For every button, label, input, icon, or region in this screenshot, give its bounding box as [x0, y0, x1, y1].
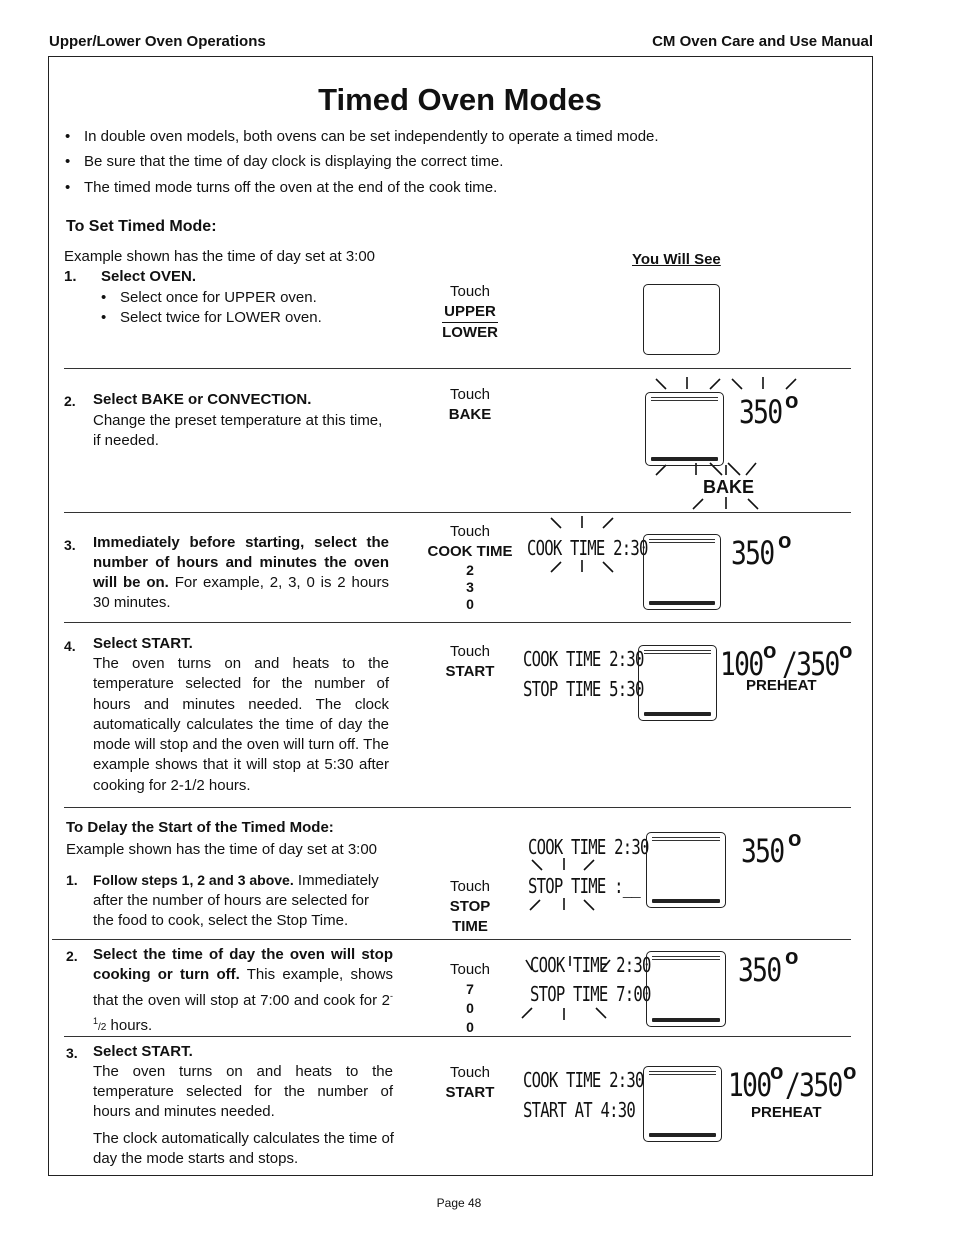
- divider: [64, 512, 851, 513]
- delay-step1-title: Follow steps 1, 2 and 3 above.: [93, 872, 294, 888]
- step3-degree-symbol: o: [778, 528, 792, 553]
- lower-key: LOWER: [442, 324, 498, 341]
- step1-sub-1: • Select once for UPPER oven.: [120, 289, 317, 306]
- set-mode-heading: To Set Timed Mode:: [66, 218, 217, 235]
- step4-display-line2: STOP TIME 5:30: [523, 677, 644, 701]
- delay-step3-touch-label: Touch: [449, 1064, 491, 1081]
- divider: [64, 622, 851, 623]
- delay-mode-example: Example shown has the time of day set at 3:00: [66, 841, 378, 858]
- step4-display-temp1: 100: [720, 645, 763, 683]
- step3-body: For example, 2, 3, 0 is 2 hours 30 minutes.: [93, 574, 389, 611]
- delay-step3-display-temp1: 100: [728, 1066, 771, 1104]
- step3-touch-instruction: [418, 522, 522, 613]
- step2-title: Select BAKE or CONVECTION.: [93, 391, 312, 408]
- digit-key-0: 0: [466, 1019, 474, 1035]
- step1-number: 1.: [64, 268, 77, 285]
- step1-touch-instruction: [420, 282, 520, 343]
- delay-step2-display-line2: STOP TIME 7:00: [530, 982, 651, 1006]
- running-header-left: Upper/Lower Oven Operations: [49, 33, 266, 50]
- intro-bullet-3: • The timed mode turns off the oven at the end of the cook time.: [84, 179, 497, 196]
- step2-degree-symbol: o: [785, 388, 799, 413]
- delay-step2-body: This example, shows that the oven will stop at 7:00 and cook for 2: [93, 966, 393, 1009]
- divider: [64, 368, 851, 369]
- digit-key-7: 7: [466, 981, 474, 997]
- delay-step1-body: Immediately after the number of hours are selected for the food to cook, select the Stop Time.: [93, 872, 379, 929]
- bake-key: BAKE: [448, 406, 492, 423]
- divider: [52, 939, 851, 940]
- delay-step3-body2: The clock automatically calculates the time of day the mode starts and stops.: [93, 1130, 394, 1167]
- digit-key-0: 0: [466, 596, 474, 612]
- delay-step2-body-end: hours.: [106, 1016, 153, 1034]
- step4-title: Select START.: [93, 635, 193, 652]
- delay-step1-number: 1.: [66, 872, 78, 888]
- step2-touch-label: Touch: [449, 386, 491, 403]
- delay-step2-fraction-denominator: /2: [98, 1021, 107, 1033]
- delay-step2-display-line1: COOK TIME 2:30: [530, 953, 651, 977]
- delay-step2-oven-display: [646, 951, 726, 1027]
- digit-key-0: 0: [466, 1000, 474, 1016]
- step2-display-temp: 350: [739, 393, 782, 431]
- you-will-see-label: You Will See: [632, 251, 721, 268]
- delay-step2-number: 2.: [66, 948, 78, 964]
- delay-step1-display-temp: 350: [741, 832, 784, 870]
- delay-step1-display-line2-value: :__: [605, 874, 640, 898]
- step3-oven-display: [643, 534, 721, 610]
- delay-step1-display-line2: [528, 874, 640, 898]
- digit-key-2: 2: [466, 562, 474, 578]
- delay-step1-oven-display: [646, 832, 726, 908]
- page-number: Page 48: [436, 1196, 482, 1210]
- delay-step1-touch-instruction: [420, 877, 520, 937]
- running-header-right: CM Oven Care and Use Manual: [652, 33, 873, 50]
- delay-step3-oven-display: [643, 1066, 722, 1142]
- delay-step2-title: Select the time of day the oven will stop cooking or turn off.: [93, 946, 393, 984]
- delay-step3-display-line2: START AT 4:30: [523, 1098, 635, 1122]
- divider: [64, 1036, 851, 1037]
- step3-touch-label: Touch: [449, 523, 491, 540]
- step4-display-temp2: /350: [782, 645, 839, 683]
- delay-step3-title: Select START.: [93, 1043, 193, 1060]
- step4-touch-label: Touch: [449, 643, 491, 660]
- delay-mode-heading: To Delay the Start of the Timed Mode:: [66, 819, 334, 836]
- delay-step1-display-line1: COOK TIME 2:30: [528, 835, 649, 859]
- step4-display-line1: COOK TIME 2:30: [523, 647, 644, 671]
- delay-step2-degree-symbol: o: [785, 944, 799, 969]
- step3-title: Immediately before starting, select the number of hours and minutes the oven will be on.: [93, 534, 389, 591]
- delay-step2-touch-instruction: [420, 960, 520, 1037]
- step4-body: The oven turns on and heats to the temperature selected for the number of hours and minutes needed. The clock automatically calculates the time of day the mode will stop and the oven will turn off. The example shows that it will stop at 5:30 after cooking for 2-1/2 hours.: [93, 655, 389, 794]
- start-key: START: [445, 1084, 495, 1101]
- digit-key-3: 3: [466, 579, 474, 595]
- delay-step2-text: [93, 945, 393, 1038]
- intro-bullet-1: • In double oven models, both ovens can be set independently to operate a timed mode.: [84, 128, 659, 145]
- step2-touch-instruction: [420, 385, 520, 425]
- delay-step1-text: [93, 870, 393, 931]
- delay-step3-touch-instruction: [420, 1063, 520, 1103]
- delay-step1-degree-symbol: o: [788, 826, 802, 851]
- step1-sub-2: • Select twice for LOWER oven.: [120, 309, 322, 326]
- delay-step3-number: 3.: [66, 1045, 78, 1061]
- start-key: START: [445, 663, 495, 680]
- delay-step2-display-temp: 350: [738, 951, 781, 989]
- delay-step2-touch-label: Touch: [449, 961, 491, 978]
- step3-display-temp: 350: [731, 534, 774, 572]
- page-title: Timed Oven Modes: [318, 82, 602, 117]
- intro-bullet-2: • Be sure that the time of day clock is displaying the correct time.: [84, 153, 503, 170]
- upper-key: UPPER: [442, 302, 498, 323]
- step1-touch-label: Touch: [449, 283, 491, 300]
- delay-step1-display-line2-label: STOP TIME: [528, 874, 606, 898]
- step4-number: 4.: [64, 638, 76, 654]
- step2-body: Change the preset temperature at this time, if needed.: [93, 412, 383, 449]
- delay-step3-degree-symbol-1: o: [770, 1059, 784, 1084]
- delay-step3-body1: The oven turns on and heats to the temperature selected for the number of hours and minutes needed.: [93, 1063, 393, 1120]
- step2-oven-display: [645, 392, 724, 466]
- step3-number: 3.: [64, 537, 76, 553]
- divider: [64, 807, 851, 808]
- step4-oven-display: [638, 645, 717, 721]
- time-key: TIME: [452, 918, 488, 935]
- delay-step3-display-label: PREHEAT: [751, 1104, 822, 1121]
- delay-step3-degree-symbol-2: o: [843, 1059, 857, 1084]
- step1-oven-display: [643, 284, 720, 355]
- stop-key: STOP: [449, 898, 491, 915]
- step4-degree-symbol-1: o: [763, 638, 777, 663]
- set-mode-example: Example shown has the time of day set at 3:00: [64, 248, 376, 265]
- step4-touch-instruction: [420, 642, 520, 682]
- step2-number: 2.: [64, 393, 76, 409]
- step4-display-label: PREHEAT: [746, 677, 817, 694]
- step2-display-label: BAKE: [703, 477, 755, 497]
- step3-display-line: COOK TIME 2:30: [527, 536, 648, 560]
- delay-step3-display-line1: COOK TIME 2:30: [523, 1068, 644, 1092]
- delay-step3-display-temp2: /350: [785, 1066, 842, 1104]
- delay-step1-touch-label: Touch: [449, 878, 491, 895]
- delay-step2-fraction-numerator: -1: [93, 990, 393, 1026]
- step1-title: Select OVEN.: [101, 268, 197, 285]
- cook-time-key: COOK TIME: [427, 543, 513, 560]
- step3-text: [93, 533, 389, 613]
- step4-degree-symbol-2: o: [839, 638, 853, 663]
